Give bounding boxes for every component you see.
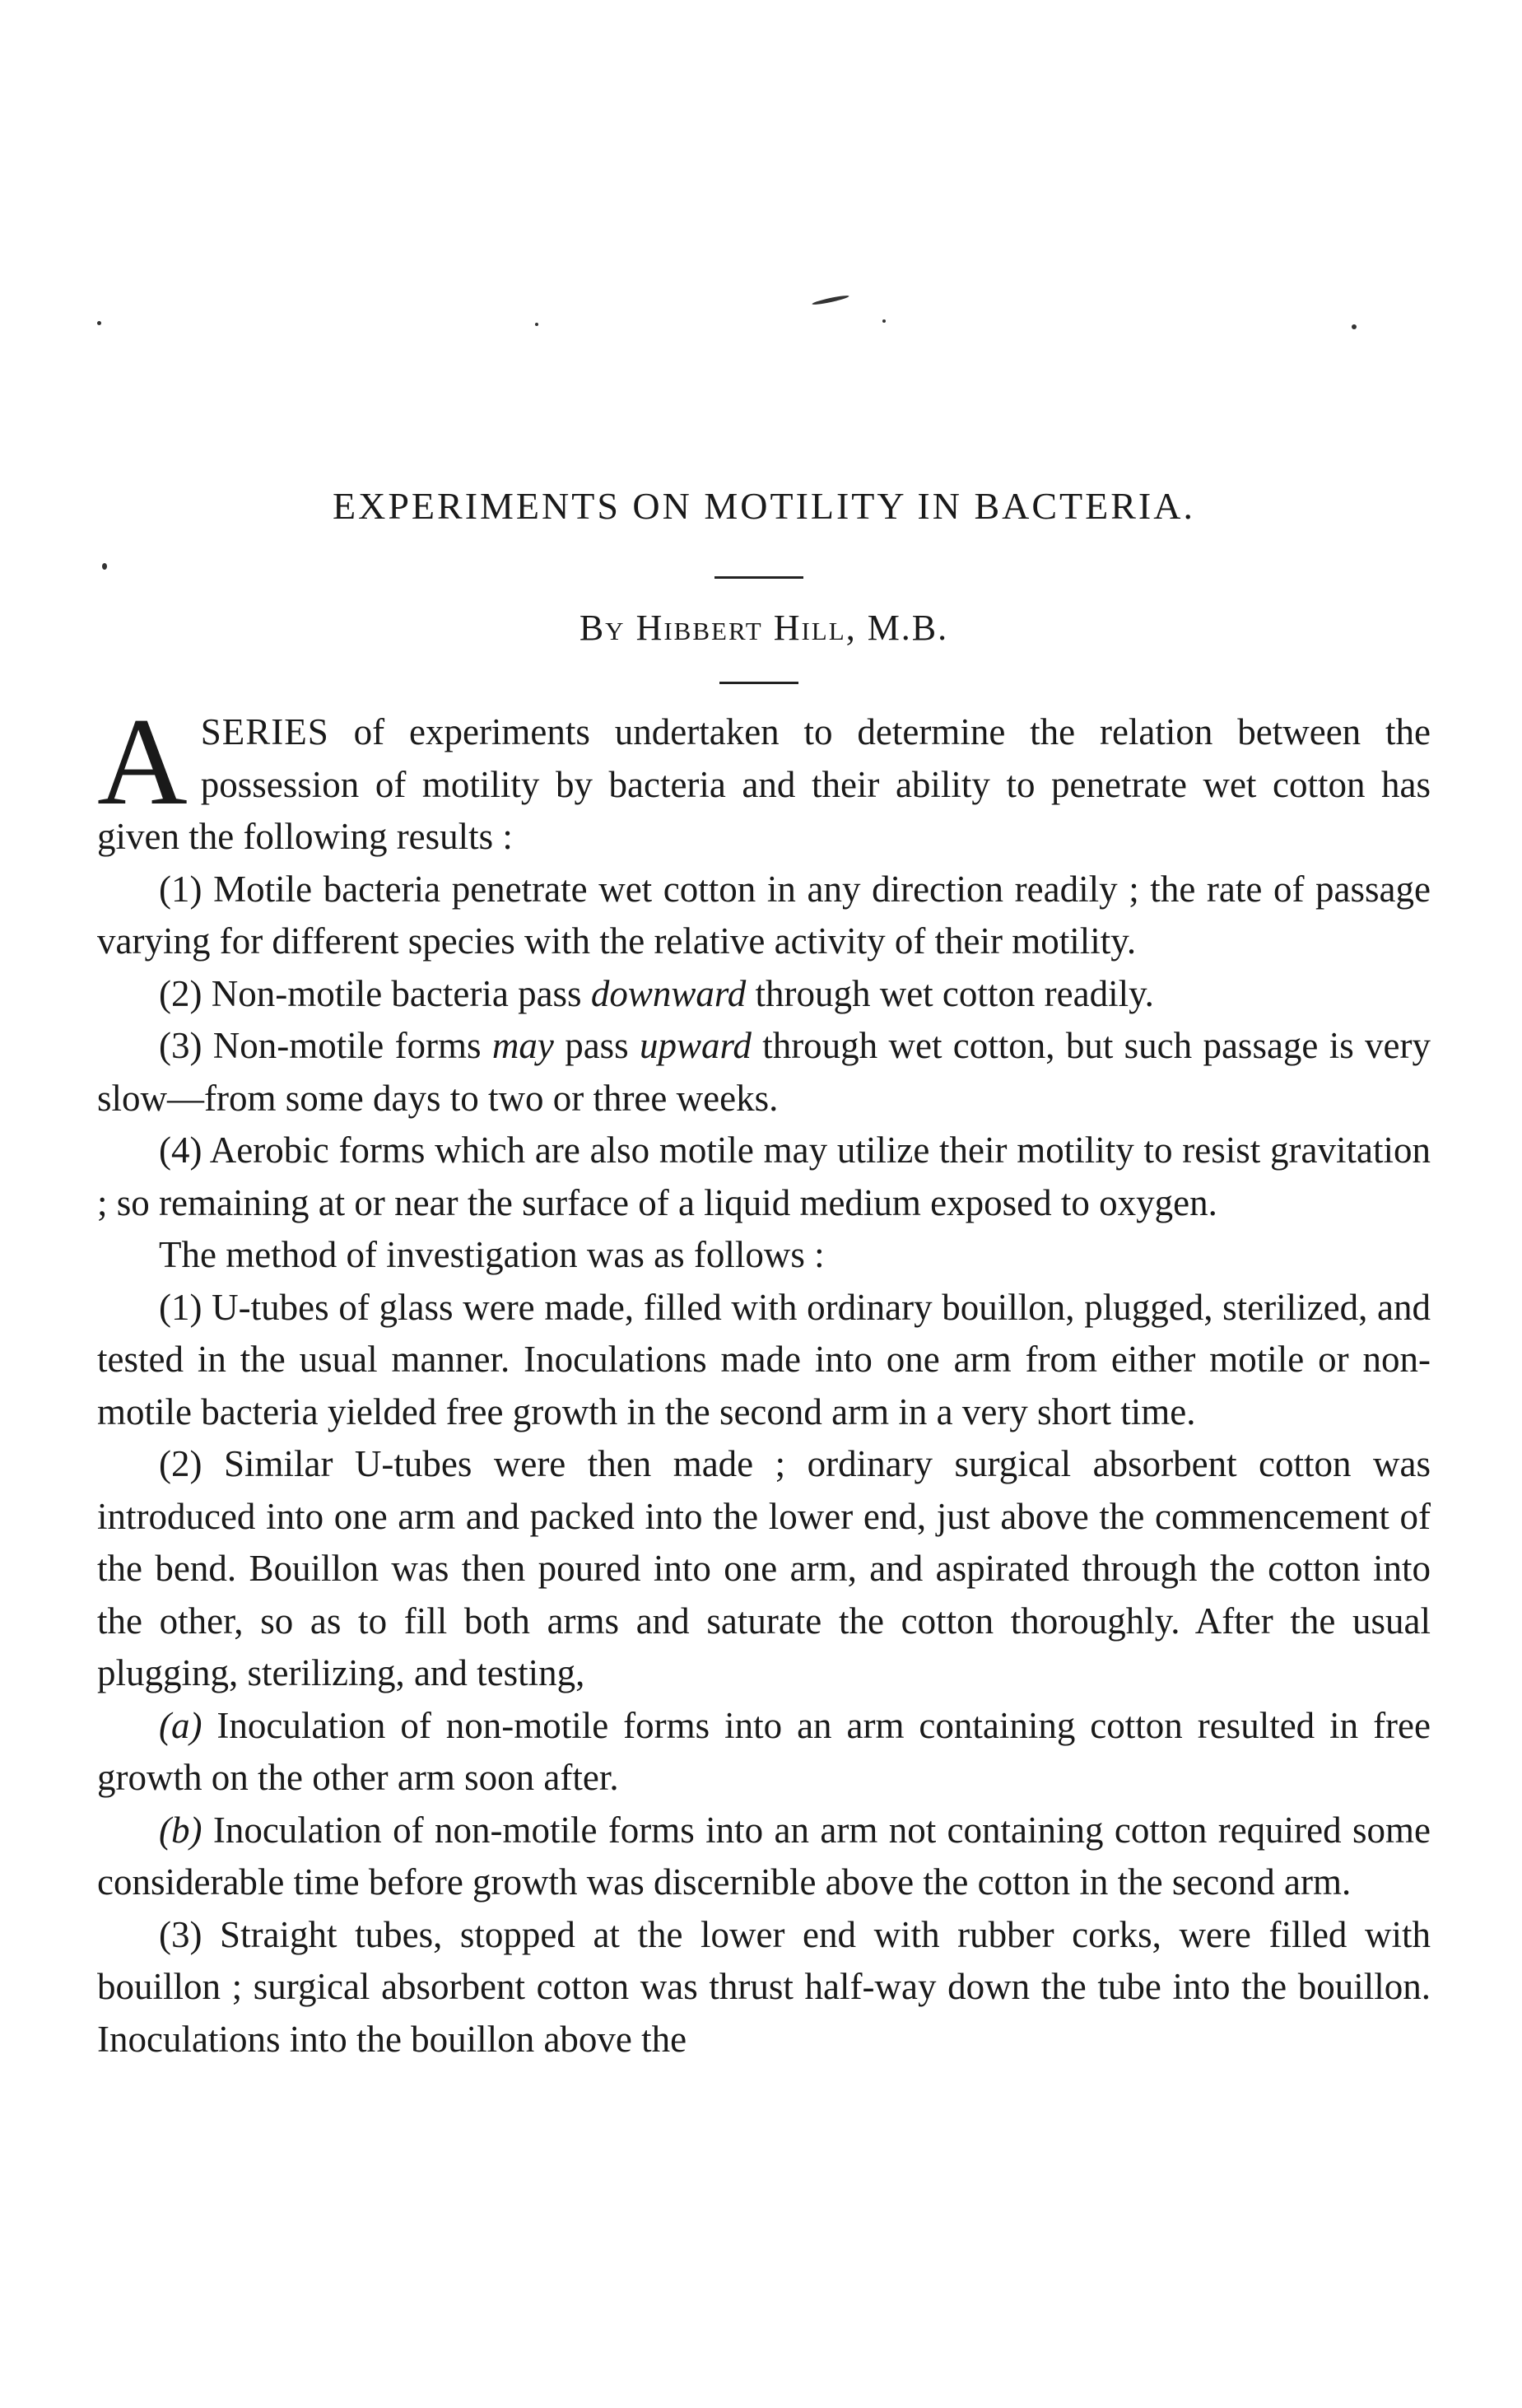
sub-item-b-label: (b) — [159, 1809, 202, 1851]
print-mark-dot — [1352, 324, 1357, 329]
method-1: (1) U-tubes of glass were made, filled with ordinary bouillon, plugged, sterilized, and tested in the usual manner. Inoculations made into one arm from either motile or non-motile bacteria yielded free growth in the second arm in a very short time. — [97, 1286, 1431, 1432]
result-2: (2) Non-motile bacteria pass downward through wet cotton readily. — [159, 972, 1154, 1014]
print-mark-dot — [102, 563, 107, 570]
sub-item-a-label: (a) — [159, 1704, 202, 1746]
result-3-emphasis-may: may — [491, 1025, 554, 1066]
sub-item-a — [97, 1700, 1431, 1805]
result-3-emphasis-upward: upward — [640, 1025, 752, 1066]
article-title: EXPERIMENTS ON MOTILITY IN BACTERIA. — [333, 485, 1195, 527]
sub-item-b — [97, 1805, 1431, 1909]
print-mark — [812, 294, 849, 305]
page — [97, 0, 1431, 2408]
article-body — [97, 692, 1431, 2066]
result-1: (1) Motile bacteria penetrate wet cotton in any direction readily ; the rate of passage varying for different species with the relative activity of their motility. — [97, 868, 1431, 962]
sub-item-b-text: Inoculation of non-motile forms into an arm not containing cotton required some considerable time before growth was discernible above the cotton in the second arm. — [97, 1809, 1431, 1903]
author-name: Hibbert Hill — [635, 608, 846, 648]
print-mark-dot — [882, 319, 886, 323]
print-mark-dot — [535, 323, 538, 326]
drop-cap: A — [97, 692, 188, 831]
byline-prefix: By — [579, 608, 626, 648]
result-2-emphasis: downward — [590, 972, 747, 1014]
method-2: (2) Similar U-tubes were then made ; ordinary surgical absorbent cotton was introduced into one arm and packed into the lower end, just above the commencement of the bend. Bouillon was then poured into one arm, and aspirated through the cotton into the other, so as to fill both arms and saturate the cotton thoroughly. After the usual plugging, sterilizing, and testing, — [97, 1443, 1431, 1693]
intro-lead-word: SERIES — [200, 711, 329, 752]
intro-text: of experiments undertaken to determine the relation between the possession of motility by bacteria and their ability to penetrate wet cotton has given the following results : — [97, 711, 1431, 857]
intro-paragraph — [97, 692, 1431, 864]
method-3: (3) Straight tubes, stopped at the lower end with rubber corks, were filled with bouillon ; surgical absorbent cotton was thrust half-way down the tube into the bouillon. Inoculations into the bouillon above the — [97, 1913, 1431, 2060]
print-mark-dot — [97, 321, 101, 325]
sub-item-a-text: Inoculation of non-motile forms into an arm containing cotton resulted in free growth on the other arm soon after. — [97, 1704, 1431, 1798]
title-rule — [714, 576, 803, 579]
result-3: (3) Non-motile forms may pass upward through wet cotton, but such passage is very slow—from some days to two or three weeks. — [97, 1025, 1431, 1119]
byline-rule — [719, 682, 798, 684]
method-intro: The method of investigation was as follows : — [159, 1234, 825, 1275]
author-degree: , M.B. — [845, 608, 949, 648]
byline — [97, 607, 1431, 649]
result-4: (4) Aerobic forms which are also motile may utilize their motility to resist gravitation ; so remaining at or near the surface of a liquid medium exposed to oxygen. — [97, 1129, 1431, 1223]
